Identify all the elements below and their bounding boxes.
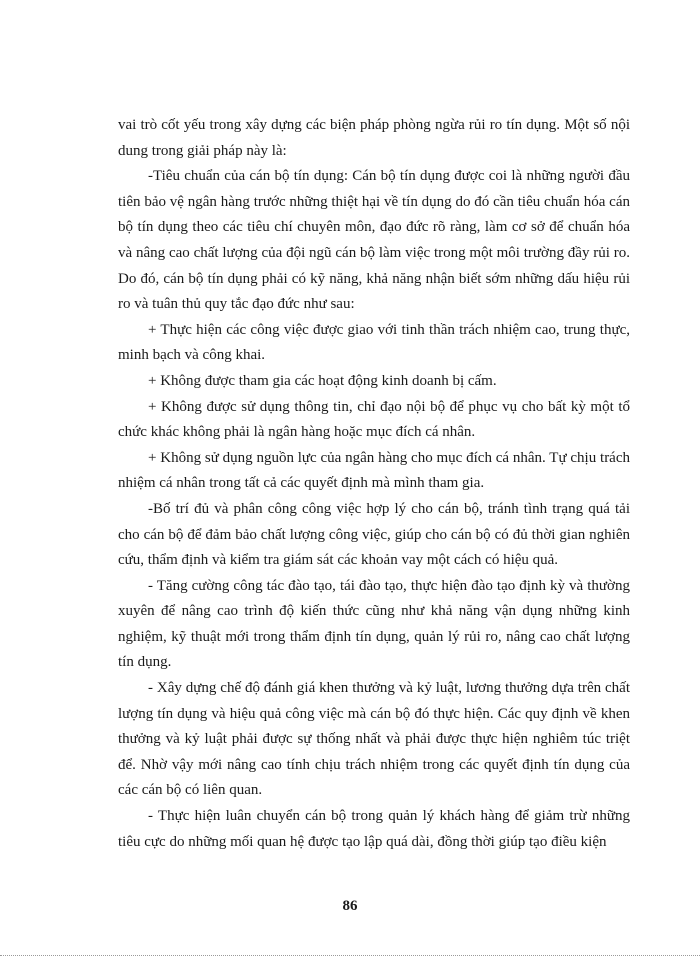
paragraph-staff-rotation: - Thực hiện luân chuyển cán bộ trong quản lý khách hàng để giảm trừ những tiêu cực do những mối quan hệ được tạo lập quá dài, đồng thời giúp tạo điều kiện	[118, 808, 630, 850]
paragraph-workload-allocation: -Bố trí đủ và phân công công việc hợp lý cho cán bộ, tránh tình trạng quá tải cho cán bộ để đảm bảo chất lượng công việc, giúp cho cán bộ có đủ thời gian nghiên cứu, thẩm định và kiểm tra giám sát các khoản vay một cách có hiệu quả.	[118, 500, 630, 569]
body-text	[118, 113, 630, 855]
paragraph-training: - Tăng cường công tác đào tạo, tái đào tạo, thực hiện đào tạo định kỳ và thường xuyên để nâng cao trình độ kiến thức cũng như khả năng vận dụng những kinh nghiệm, kỹ thuật mới trong thẩm định tín dụng, quản lý rủi ro, nâng cao chất lượng tín dụng.	[118, 577, 630, 671]
page-number: 86	[342, 898, 358, 914]
bottom-dotted-rule	[0, 955, 700, 956]
paragraph-rule-responsibility: + Thực hiện các công việc được giao với tinh thần trách nhiệm cao, trung thực, minh bạch và công khai.	[118, 321, 630, 364]
paragraph-rule-internal-info: + Không được sử dụng thông tin, chỉ đạo nội bộ để phục vụ cho bất kỳ một tổ chức khác không phải là ngân hàng hoặc mục đích cá nhân.	[118, 398, 630, 441]
paragraph-rewards-discipline: - Xây dựng chế độ đánh giá khen thưởng và kỷ luật, lương thưởng dựa trên chất lượng tín dụng và hiệu quả công việc mà cán bộ đó thực hiện. Các quy định về khen thưởng và kỷ luật phải được sự thống nhất và phải được thực hiện nghiêm túc triệt để. Nhờ vậy mới nâng cao tính chịu trách nhiệm trong các quyết định tín dụng của các cán bộ có liên quan.	[118, 680, 630, 799]
paragraph-rule-prohibited-business: + Không được tham gia các hoạt động kinh doanh bị cấm.	[148, 372, 497, 389]
paragraph-credit-officer-standards: -Tiêu chuẩn của cán bộ tín dụng: Cán bộ tín dụng được coi là những người đầu tiên bảo vệ ngân hàng trước những thiệt hại về tín dụng do đó cần tiêu chuẩn hóa cán bộ tín dụng theo các tiêu chí chuyên môn, đạo đức rõ ràng, làm cơ sở để chuẩn hóa và nâng cao chất lượng của đội ngũ cán bộ làm việc trong một môi trường đầy rủi ro. Do đó, cán bộ tín dụng phải có kỹ năng, khả năng nhận biết sớm những dấu hiệu rủi ro và tuân thủ quy tắc đạo đức như sau:	[118, 168, 630, 313]
paragraph-rule-bank-resources: + Không sử dụng nguồn lực của ngân hàng cho mục đích cá nhân. Tự chịu trách nhiệm cá nhân trong tất cả các quyết định mà mình tham gia.	[118, 449, 630, 492]
paragraph-continuation: vai trò cốt yếu trong xây dựng các biện pháp phòng ngừa rủi ro tín dụng. Một số nội dung trong giải pháp này là:	[118, 117, 630, 159]
